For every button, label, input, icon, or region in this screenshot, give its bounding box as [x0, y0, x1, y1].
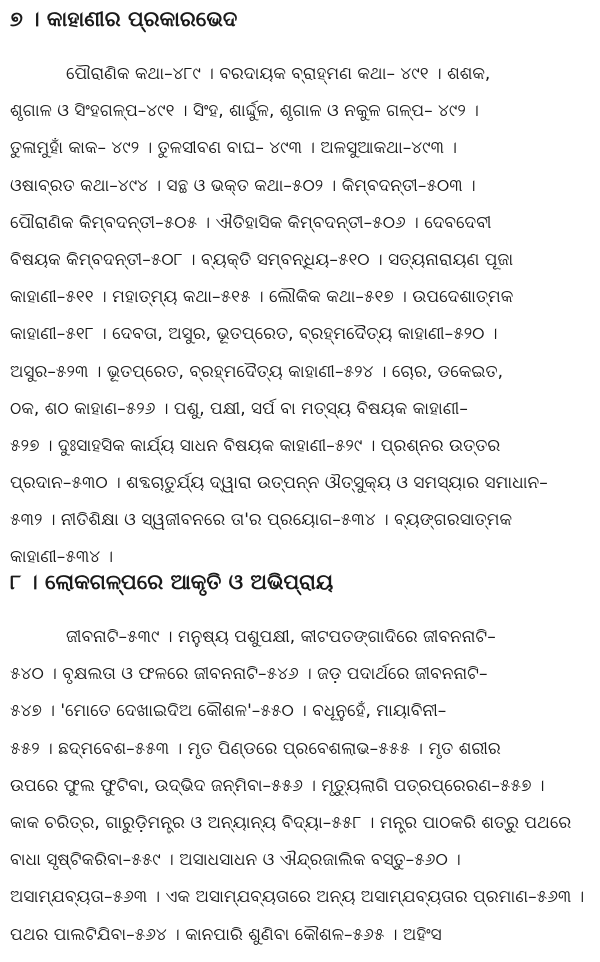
paragraph-line: ଶୃଗାଳ ଓ ସିଂହଗଳ୍ପ–୪୯୧ । ସିଂହ, ଶାର୍ଦ୍ଦୁଳ, ଶୃଗାଳ ଓ ନକୁଳ ଗଳ୍ପ– ୪୯୨ । — [10, 101, 479, 122]
paragraph-line: ଠକ, ଶଠ କାହାଣ–୫୨୬ । ପଶୁ, ପକ୍ଷୀ, ସର୍ପ ବା ମତ୍ସ୍ୟ ବିଷୟକ କାହାଣୀ– — [10, 398, 468, 419]
paragraph-line: ୫୩୨ । ନୀତିଶିକ୍ଷା ଓ ସ୍ୱଜୀବନରେ ତା'ର ପ୍ରୟୋଗ–୫୩୪ । ବ୍ୟଙ୍ଗରସାତ୍ମକ — [10, 510, 513, 531]
paragraph-line: ୫୨୭ । ଦୁଃସାହସିକ କାର୍ଯ୍ୟ ସାଧନ ବିଷୟକ କାହାଣୀ–୫୨୯ । ପ୍ରଶ୍ନର ଉତ୍ତର — [10, 435, 501, 456]
paragraph-line: ପଥର ପାଲଟିଯିବା–୫୬୪ । କାନପାରି ଶୁଣିବା କୌଶଳ–୫୬୫ । ଅହିଂସ — [10, 924, 442, 945]
paragraph-line: ପ୍ରଦାନ–୫୩୦ । ଶବ୍ଦଚାତୁର୍ଯ୍ୟ ଦ୍ୱାରା ଉତ୍ପନ୍ନ ଔତ୍ସୁକ୍ୟ ଓ ସମସ୍ୟାର ସମାଧାନ– — [10, 473, 548, 494]
section-7-paragraph — [10, 56, 590, 577]
paragraph-line: ୫୪୭ । 'ମୋତେ ଦେଖାଇଦିଅ କୌଶଳ'–୫୫୦ । ବଧୂନୁହେଁ, ମାୟାବିନୀ– — [10, 701, 447, 722]
section-8-heading: ୮ । ଲୋକଗଳ୍ପରେ ଆକୃତି ଓ ଅଭିପ୍ରାୟ — [10, 570, 334, 594]
paragraph-line: ୫୫୨ । ଛଦ୍ମବେଶ–୫୫୩ । ମୃତ ପିଣ୍ଡରେ ପ୍ରବେଶଲାଭ–୫୫୫ । ମୃତ ଶରୀର — [10, 738, 501, 759]
section-7-heading: ୭ । କାହାଣୀର ପ୍ରକାରଭେଦ — [10, 7, 238, 31]
paragraph-line: କାକ ଚରିତ୍ର, ଗାରୁଡ଼ିମନ୍ତ୍ର ଓ ଅନ୍ୟାନ୍ୟ ବିଦ୍ୟା–୫୫୮ । ମନ୍ତ୍ର ପାଠକରି ଶତ୍ରୁ ପଥରେ — [10, 812, 572, 833]
paragraph-line: ଉପରେ ଫୁଲ ଫୁଟିବା, ଉଦ୍ଭିଦ ଜନ୍ମିବା–୫୫୬ । ମୃତ୍ୟୁଲାଗି ପତ୍ରପ୍ରେରଣ–୫୫୭ । — [10, 775, 545, 796]
paragraph-line: କାହାଣୀ–୫୧୮ । ଦେବତା, ଅସୁର, ଭୂତପ୍ରେତ, ବ୍ରହ୍ମଦୈତ୍ୟ କାହାଣୀ–୫୨୦ । — [10, 324, 498, 345]
paragraph-line: ଅସାମ୍ଯବ୍ୟତା–୫୬୩ । ଏକ ଅସାମ୍ଯବ୍ୟତାରେ ଅନ୍ୟ ଅସାମ୍ଯବ୍ୟତାର ପ୍ରମାଣ–୫୬୩ । — [10, 887, 585, 908]
paragraph-line: ବିଷୟକ କିମ୍ବଦନ୍ତୀ–୫୦୮ । ବ୍ୟକ୍ତି ସମ୍ବନ୍ଧିୟ–୫୧୦ । ସତ୍ୟନାରାୟଣ ପୂଜା — [10, 249, 514, 270]
paragraph-line: ଅସୁର–୫୨୩ । ଭୂତପ୍ରେତ, ବ୍ରହ୍ମଦୈତ୍ୟ କାହାଣୀ–୫୨୪ । ଚୋର, ଡକେଇତ, — [10, 361, 504, 382]
paragraph-line: ପୌରାଣିକ କିମ୍ବଦନ୍ତୀ–୫୦୫ । ଐତିହାସିକ କିମ୍ବଦନ୍ତୀ–୫୦୬ । ଦେବଦେବୀ — [10, 212, 492, 233]
paragraph-line: କାହାଣୀ–୫୧୧ । ମହାତ୍ମ୍ୟ କଥା–୫୧୫ । ଲୌକିକ କଥା–୫୧୭ । ଉପଦେଶାତ୍ମକ — [10, 287, 514, 308]
section-8-paragraph — [10, 619, 590, 954]
paragraph-line: କାହାଣୀ–୫୩୪ । — [10, 547, 114, 568]
paragraph-line: ତୁଳାମୁହାଁ କାକ– ୪୯୨ । ତୁଳସୀବଣ ବାଘ– ୪୯୩ । ଅଳସୁଆକଥା–୪୯୩ । — [10, 138, 458, 159]
paragraph-line: ଓଷାବ୍ରତ କଥା–୪୯୪ । ସନ୍ଥ ଓ ଭକ୍ତ କଥା–୫୦୨ । କିମ୍ବଦନ୍ତୀ–୫୦୩ । — [10, 175, 476, 196]
paragraph-line: ଜୀବନାଟି–୫୩୯ । ମନୁଷ୍ୟ ପଶୁପକ୍ଷୀ, କୀଟପତଙ୍ଗାଦିରେ ଜୀବନନାଟି– — [66, 627, 496, 647]
paragraph-line: ବାଧା ସୃଷ୍ଟିକରିବା–୫୫୯ । ଅସାଧସାଧନ ଓ ଐନ୍ଦ୍ରଜାଲିକ ବସ୍ତୁ–୫୬୦ । — [10, 850, 461, 871]
paragraph-line: ୫୪୦ । ବୃକ୍ଷଲତା ଓ ଫଳରେ ଜୀବନନାଟି–୫୪୬ । ଜଡ଼ ପଦାର୍ଥରେ ଜୀବନନାଟି– — [10, 664, 488, 685]
paragraph-line: ପୌରାଣିକ କଥା–୪୮୯ । ବରଦାୟକ ବ୍ରାହ୍ମଣ କଥା– ୪୯୧ । ଶଶକ, — [66, 64, 491, 84]
